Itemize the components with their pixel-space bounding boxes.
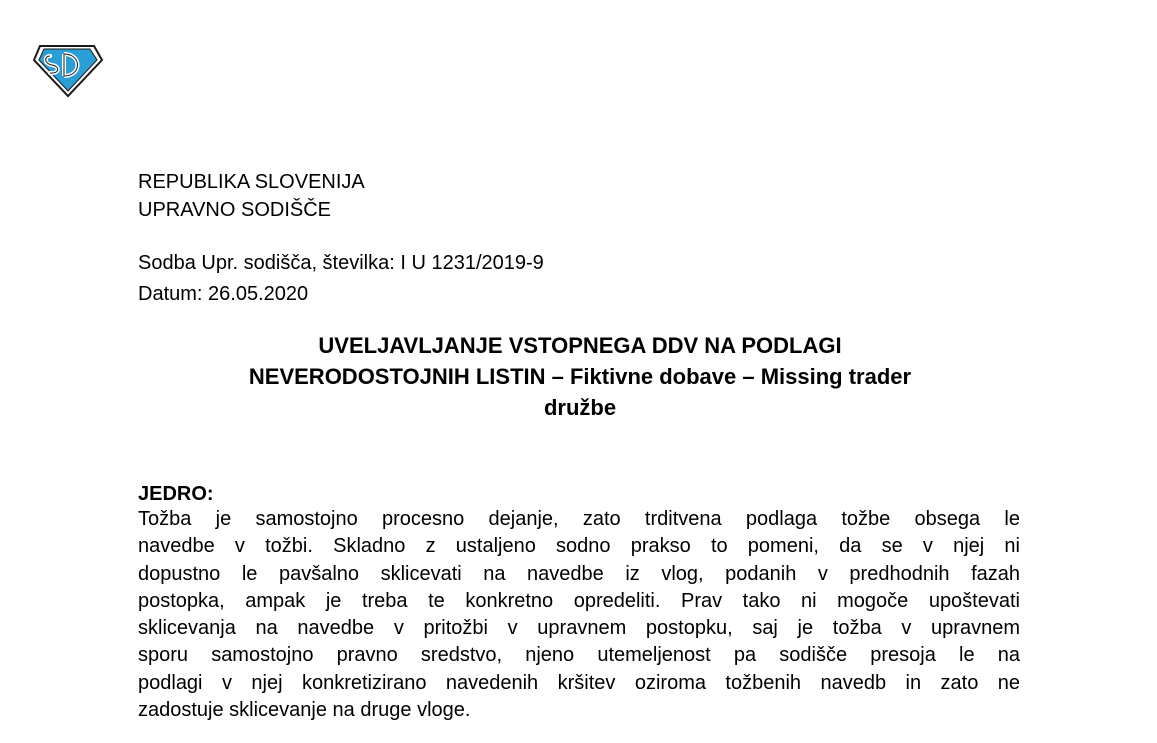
title-line: družbe bbox=[543, 395, 617, 420]
core-heading: JEDRO: bbox=[138, 483, 214, 505]
country-name: REPUBLIKA SLOVENIJA bbox=[138, 171, 365, 193]
case-reference: Sodba Upr. sodišča, številka: I U 1231/2019-9 bbox=[138, 252, 544, 274]
case-info bbox=[138, 248, 544, 310]
court-header bbox=[138, 168, 365, 224]
title-line: NEVERODOSTOJNIH LISTIN – Fiktivne dobave – Missing trader bbox=[248, 364, 912, 389]
paragraph-line: podlagi v njej konkretizirano navedenih kršitev oziroma tožbenih navedb in zato ne bbox=[138, 671, 1020, 694]
document-title bbox=[138, 330, 1022, 423]
paragraph-line: dopustno le pavšalno sklicevati na navedbe iz vlog, podanih v predhodnih fazah bbox=[138, 562, 1020, 585]
paragraph-line: postopka, ampak je treba te konkretno opredeliti. Prav tako ni mogoče upoštevati bbox=[138, 589, 1020, 612]
paragraph-line: Tožba je samostojno procesno dejanje, zato trditvena podlaga tožbe obsega le bbox=[138, 508, 1020, 530]
paragraph-line: sporu samostojno pravno sredstvo, njeno utemeljenost pa sodišče presoja le na bbox=[138, 644, 1020, 667]
paragraph-line: navedbe v tožbi. Skladno z ustaljeno sodno prakso to pomeni, da se v njej ni bbox=[138, 535, 1020, 558]
title-line: UVELJAVLJANJE VSTOPNEGA DDV NA PODLAGI bbox=[318, 333, 842, 358]
case-date: Datum: 26.05.2020 bbox=[138, 283, 309, 305]
court-logo-icon bbox=[30, 40, 106, 100]
court-name: UPRAVNO SODIŠČE bbox=[138, 199, 331, 221]
court-logo bbox=[30, 40, 106, 100]
paragraph-line: sklicevanja na navedbe v pritožbi v upravnem postopku, saj je tožba v upravnem bbox=[138, 617, 1020, 640]
paragraph-line: zadostuje sklicevanje na druge vloge. bbox=[138, 699, 471, 722]
core-paragraph bbox=[138, 506, 1020, 724]
